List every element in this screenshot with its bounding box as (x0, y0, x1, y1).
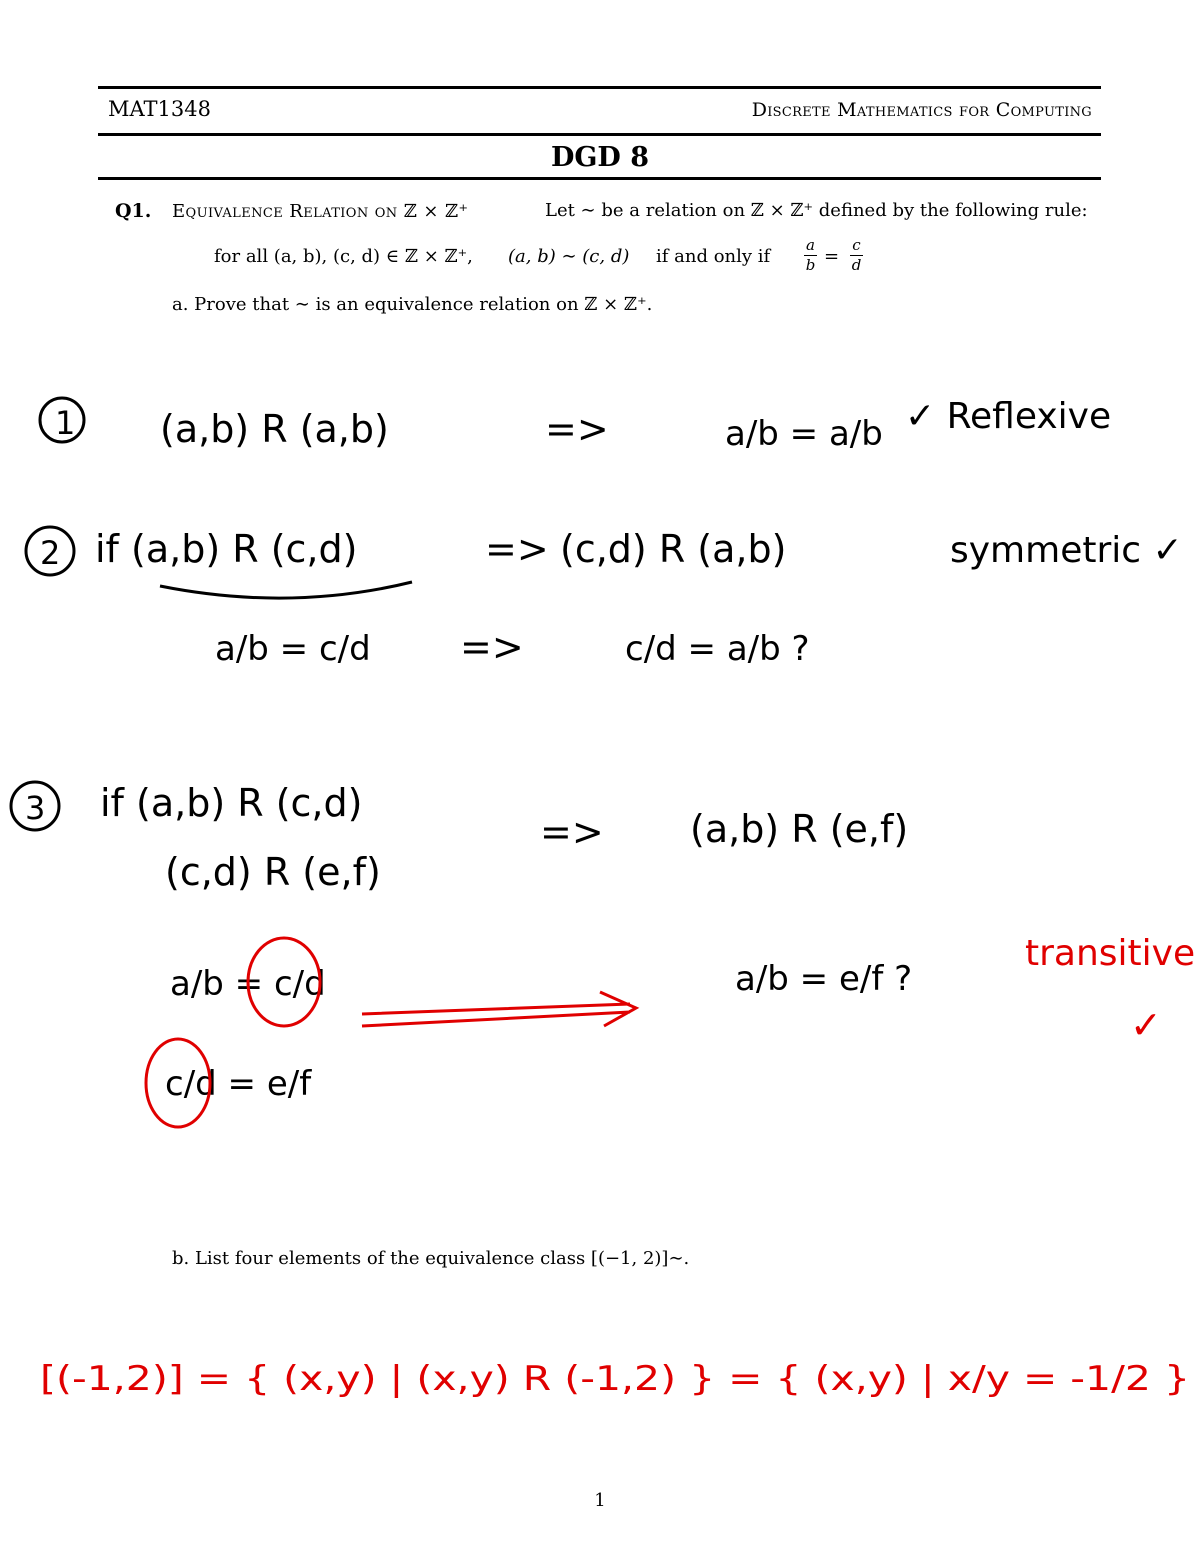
step3-line2: (c,d) R (e,f) (165, 850, 381, 894)
part-b-prompt: b. List four elements of the equivalence class [(−1, 2)]∼. (172, 1248, 690, 1269)
step2-result: (c,d) R (a,b) (560, 527, 787, 571)
course-code: MAT1348 (108, 97, 211, 121)
step1-line: (a,b) R (a,b) (160, 407, 389, 451)
step1-arrow: => (545, 407, 609, 451)
frac-numerator: c (852, 236, 861, 254)
step2-number: 2 (40, 534, 61, 572)
step3-fraction2: c/d = e/f (165, 1064, 312, 1104)
frac-denominator: d (851, 256, 862, 274)
definition-equals: = (824, 246, 840, 267)
step2-line: if (a,b) R (c,d) (95, 527, 358, 571)
step3-fraction-result: a/b = e/f ? (735, 959, 913, 999)
step3-line1: if (a,b) R (c,d) (100, 781, 363, 825)
part-a-prompt: a. Prove that ∼ is an equivalence relation on ℤ × ℤ⁺. (172, 294, 653, 315)
step1-number: 1 (55, 404, 76, 442)
step3-label: transitive (1025, 933, 1196, 974)
step2-underbrace (160, 582, 412, 598)
step3-arrow: => (540, 810, 604, 854)
step2-fraction-result: c/d = a/b ? (625, 629, 810, 669)
definition-prefix: for all (a, b), (c, d) ∈ ℤ × ℤ⁺, (214, 246, 473, 267)
question-number: Q1. (115, 200, 152, 222)
frac-numerator: a (806, 236, 815, 254)
page-number: 1 (594, 1490, 606, 1511)
step1-fraction: a/b = a/b (725, 414, 883, 454)
course-title: Discrete Mathematics for Computing (751, 99, 1092, 121)
step3-result: (a,b) R (e,f) (690, 807, 909, 851)
question-intro: Let ∼ be a relation on ℤ × ℤ⁺ defined by the following rule: (545, 200, 1088, 221)
step3-number: 3 (25, 789, 46, 827)
definition-relation: (a, b) ∼ (c, d) (508, 246, 630, 267)
step2-arrow: => (485, 527, 549, 571)
red-double-arrow (362, 992, 636, 1026)
step3-fraction1: a/b = c/d (170, 964, 326, 1004)
question-heading: Equivalence Relation on ℤ × ℤ⁺ (172, 201, 469, 222)
part-b-answer: [(-1,2)] = { (x,y) | (x,y) R (-1,2) } = { (x,y) | x/y = -1/2 } (40, 1359, 1190, 1399)
step1-label: ✓ Reflexive (905, 396, 1112, 437)
step2-label: symmetric ✓ (950, 530, 1183, 571)
step3-check: ✓ (1130, 1003, 1162, 1047)
step2-fraction: a/b = c/d (215, 629, 371, 669)
step2-fraction-arrow: => (460, 625, 524, 669)
frac-denominator: b (805, 256, 816, 274)
document-title: DGD 8 (550, 142, 650, 173)
definition-iff: if and only if (656, 246, 771, 267)
